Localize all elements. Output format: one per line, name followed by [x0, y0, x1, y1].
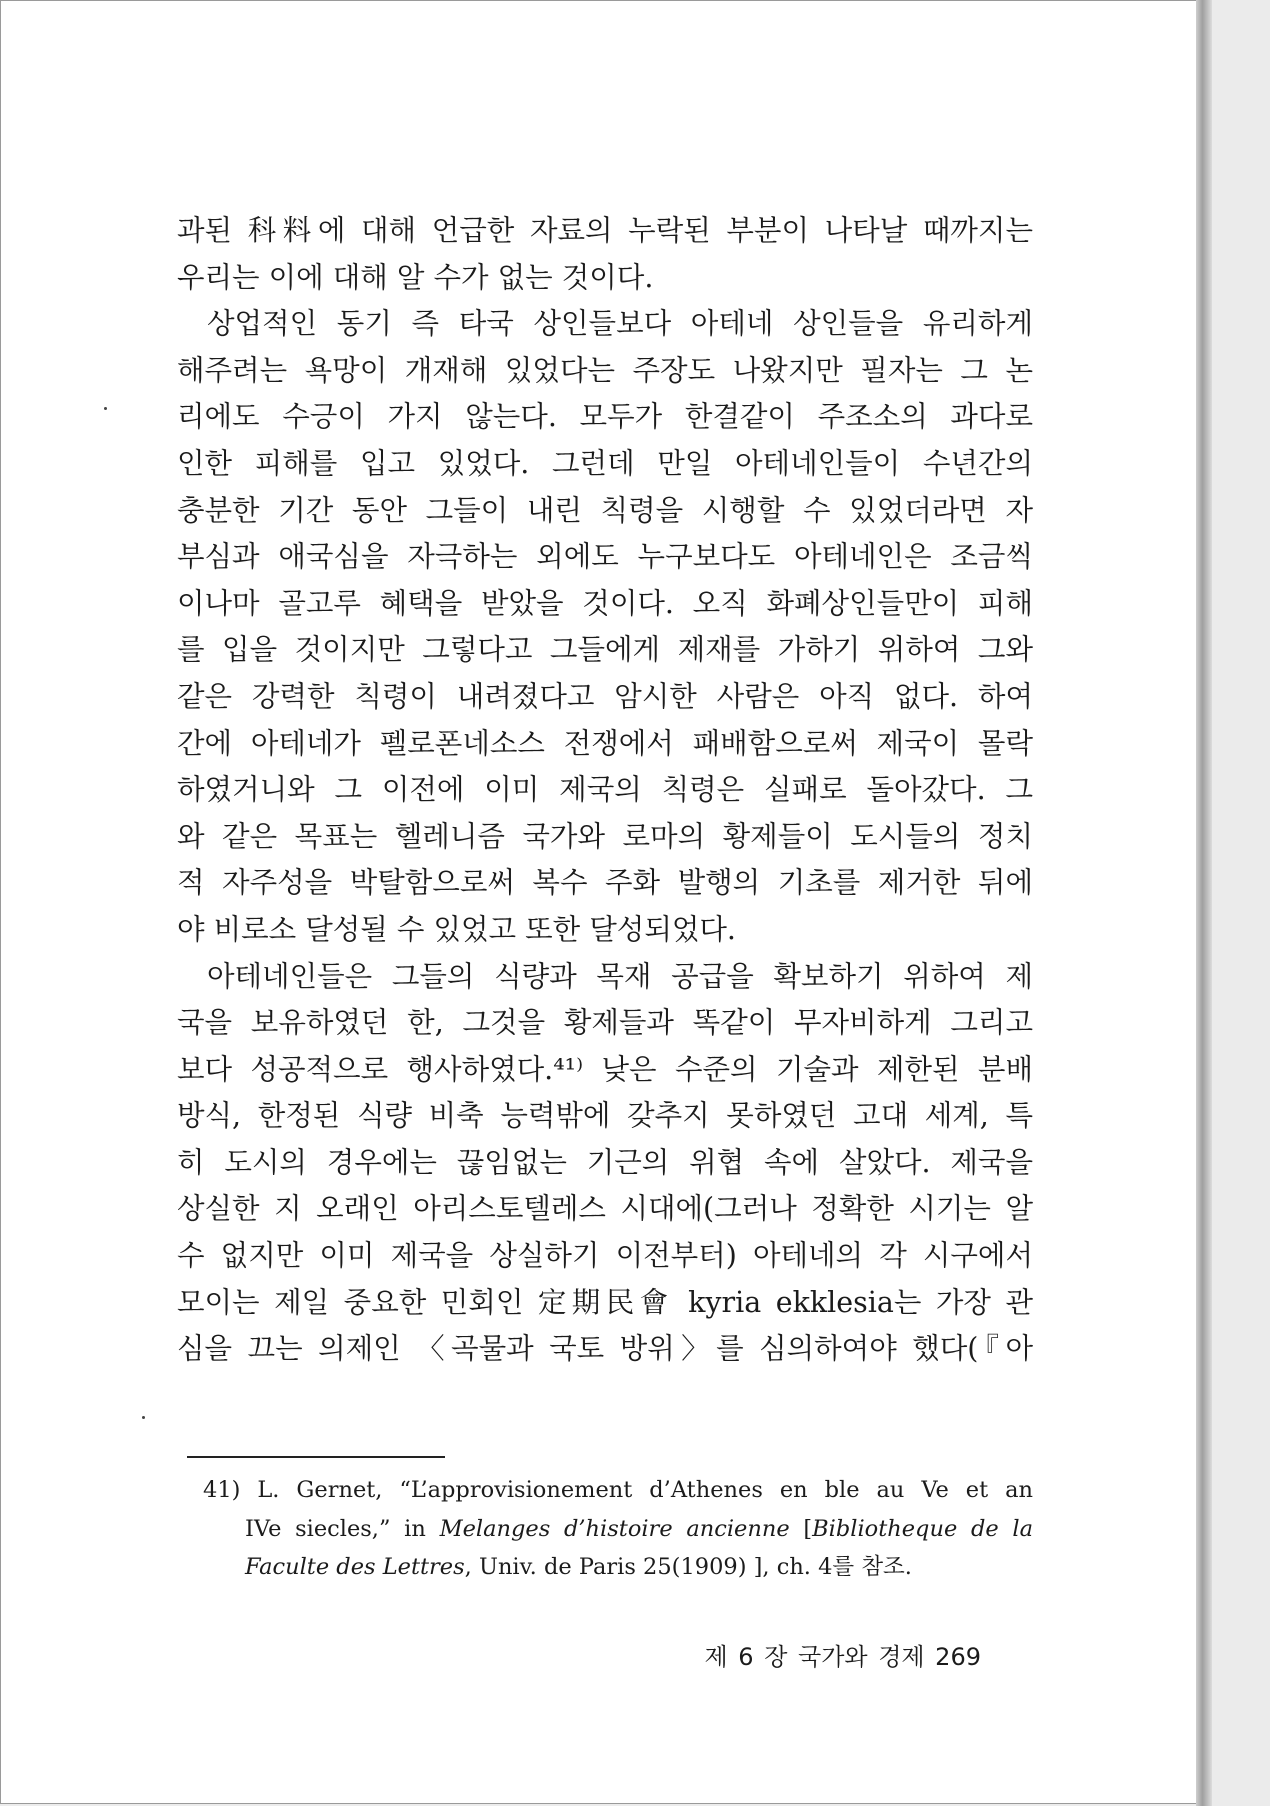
body-line: 수 없지만 이미 제국을 상실하기 이전부터) 아테네의 각 시구에서 — [177, 1239, 1033, 1273]
body-line: 야 비로소 달성될 수 있었고 또한 달성되었다. — [177, 912, 736, 946]
scan-speck — [104, 407, 107, 410]
footnote-divider — [187, 1456, 445, 1458]
body-line: 히 도시의 경우에는 끊임없는 기근의 위협 속에 살았다. 제국을 — [177, 1145, 1033, 1179]
body-line: 인한 피해를 입고 있었다. 그런데 만일 아테네인들이 수년간의 — [177, 446, 1033, 480]
body-line: 적 자주성을 박탈함으로써 복수 주화 발행의 기초를 제거한 뒤에 — [177, 866, 1033, 900]
body-line: 간에 아테네가 펠로폰네소스 전쟁에서 패배함으로써 제국이 몰락 — [177, 726, 1033, 760]
body-line: 하였거니와 그 이전에 이미 제국의 칙령은 실패로 돌아갔다. 그 — [177, 773, 1033, 807]
scan-speck — [142, 1416, 145, 1419]
body-line: 모이는 제일 중요한 민회인 定期民會 kyria ekklesia는 가장 관 — [177, 1285, 1033, 1319]
body-line: 부심과 애국심을 자극하는 외에도 누구보다도 아테네인은 조금씩 — [177, 540, 1033, 574]
running-footer: 제 6 장 국가와 경제 269 — [704, 1643, 981, 1671]
body-line: 상실한 지 오래인 아리스토텔레스 시대에(그러나 정확한 시기는 알 — [177, 1192, 1033, 1226]
footnote-line — [177, 1510, 1033, 1549]
footnote-book-title: Melanges d’histoire ancienne — [439, 1515, 790, 1542]
body-line: 이나마 골고루 혜택을 받았을 것이다. 오직 화폐상인들만이 피해 — [177, 586, 1033, 620]
footnote-text: , Univ. de Paris 25(1909) ], ch. 4를 참조. — [464, 1554, 912, 1580]
body-line: 국을 보유하였던 한, 그것을 황제들과 똑같이 무자비하게 그리고 — [177, 1006, 1033, 1040]
body-line: 심을 끄는 의제인 〈곡물과 국토 방위〉를 심의하여야 했다(『아 — [177, 1332, 1033, 1366]
viewer-background — [1212, 0, 1270, 1806]
body-line: 과된 科料에 대해 언급한 자료의 누락된 부분이 나타날 때까지는 — [177, 214, 1033, 247]
body-text — [177, 208, 1033, 1373]
body-line: 충분한 기간 동안 그들이 내린 칙령을 시행할 수 있었더라면 자 — [177, 493, 1033, 527]
footnote-text: IVe siecles,” in — [245, 1515, 440, 1542]
footnote — [177, 1471, 1033, 1587]
body-line: 우리는 이에 대해 알 수가 없는 것이다. — [177, 260, 654, 294]
body-line: 아테네인들은 그들의 식량과 목재 공급을 확보하기 위하여 제 — [207, 959, 1033, 993]
body-line: 보다 성공적으로 행사하였다.⁴¹⁾ 낮은 수준의 기술과 제한된 분배 — [177, 1052, 1033, 1086]
footnote-line: 41) L. Gernet, “L’approvisionement d’Athenes en ble au Ve et an — [203, 1477, 1033, 1503]
body-line: 같은 강력한 칙령이 내려졌다고 암시한 사람은 아직 없다. 하여 — [177, 679, 1033, 713]
body-line: 방식, 한정된 식량 비축 능력밖에 갖추지 못하였던 고대 세계, 특 — [177, 1099, 1033, 1133]
body-line: 해주려는 욕망이 개재해 있었다는 주장도 나왔지만 필자는 그 논 — [177, 353, 1033, 387]
footnote-series-title: Faculte des Lettres — [245, 1554, 465, 1580]
footnote-line — [177, 1548, 1033, 1587]
body-line: 상업적인 동기 즉 타국 상인들보다 아테네 상인들을 유리하게 — [207, 307, 1033, 341]
footnote-series-title: Bibliotheque de la — [812, 1515, 1034, 1542]
body-line: 를 입을 것이지만 그렇다고 그들에게 제재를 가하기 위하여 그와 — [177, 633, 1033, 667]
page-edge-shadow — [1196, 0, 1212, 1806]
body-line: 와 같은 목표는 헬레니즘 국가와 로마의 황제들이 도시들의 정치 — [177, 819, 1033, 853]
footnote-text: [ — [789, 1515, 813, 1542]
body-line: 리에도 수긍이 가지 않는다. 모두가 한결같이 주조소의 과다로 — [177, 400, 1033, 434]
